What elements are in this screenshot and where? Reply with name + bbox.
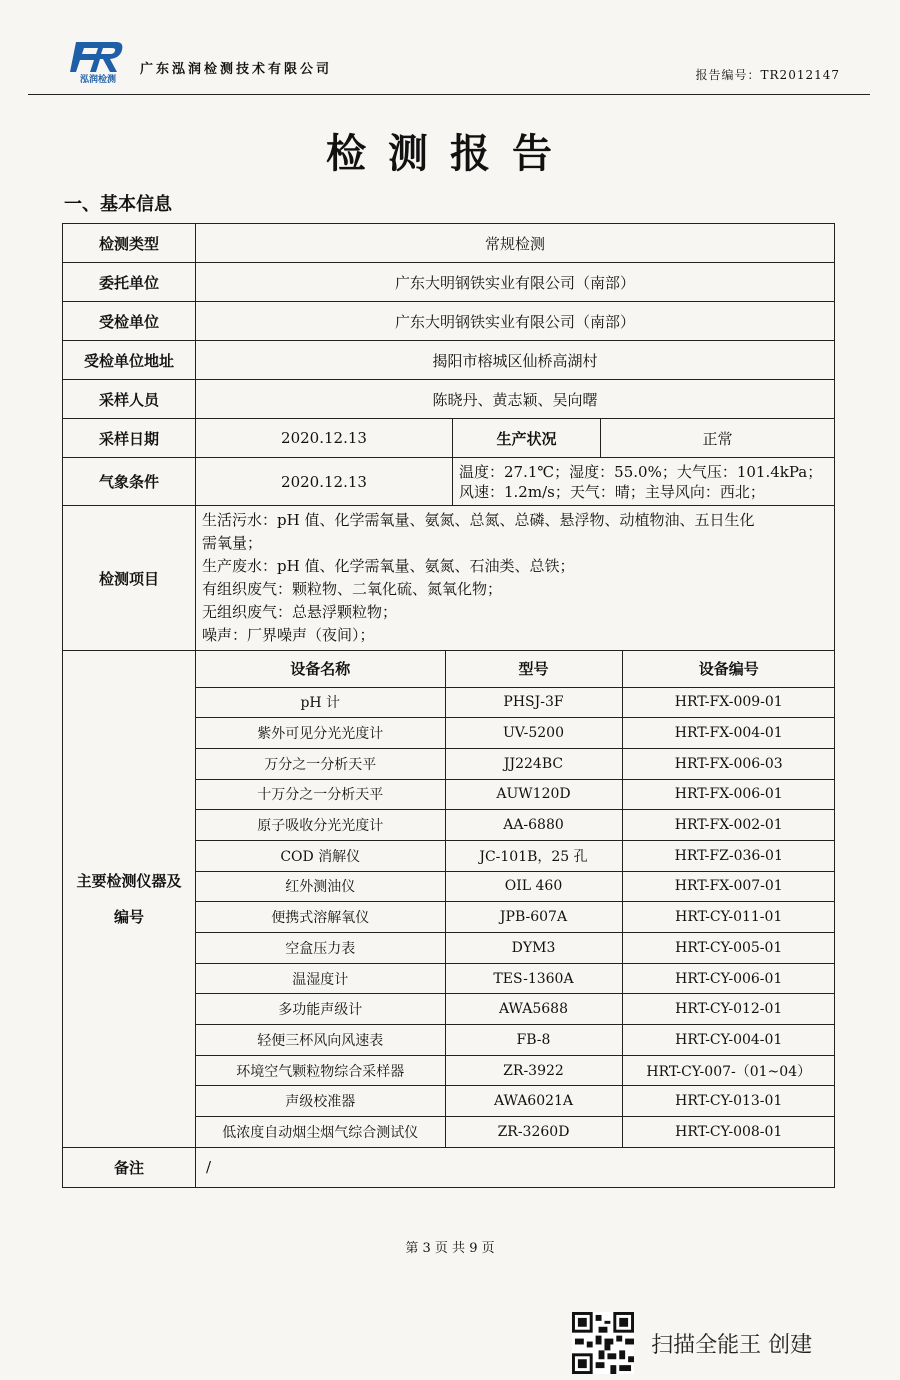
page-number: 第 3 页 共 9 页 <box>405 1241 495 1256</box>
device-number: HRT-FX-002-01 <box>622 810 835 841</box>
weather-line-1: 温度：27.1℃；湿度：55.0%；大气压：101.4kPa； <box>459 462 823 481</box>
row-weather <box>63 458 835 506</box>
row-instruments <box>63 651 835 1148</box>
address-value: 揭阳市榕城区仙桥高湖村 <box>196 341 835 380</box>
row-test-items <box>63 506 835 651</box>
sampling-date-value: 2020.12.13 <box>196 419 453 458</box>
scanner-watermark <box>572 1312 812 1374</box>
section-title: 一、基本信息 <box>64 194 172 215</box>
row-sampling-date <box>63 419 835 458</box>
test-item-line: 需氧量； <box>202 534 263 552</box>
weather-label: 气象条件 <box>63 458 196 506</box>
device-number: HRT-CY-011-01 <box>622 902 835 933</box>
device-model: JPB-607A <box>445 902 622 933</box>
row-address <box>63 341 835 380</box>
instruments-label <box>63 651 196 1148</box>
device-number: HRT-FX-006-01 <box>622 779 835 810</box>
device-name: 轻便三杯风向风速表 <box>196 1025 445 1056</box>
row-test-type <box>63 224 835 263</box>
instruments-header-row <box>196 651 835 687</box>
table-row <box>196 871 835 902</box>
test-item-line: 无组织废气：总悬浮颗粒物； <box>202 603 398 621</box>
qr-code-icon <box>572 1312 634 1374</box>
test-items-list <box>196 506 835 651</box>
device-name: 空盒压力表 <box>196 933 445 964</box>
device-model: AWA6021A <box>445 1086 622 1117</box>
weather-details <box>453 458 835 506</box>
device-number: HRT-CY-013-01 <box>622 1086 835 1117</box>
device-number: HRT-CY-012-01 <box>622 994 835 1025</box>
device-number: HRT-CY-008-01 <box>622 1117 835 1147</box>
client-value: 广东大明钢铁实业有限公司（南部） <box>196 263 835 302</box>
test-type-label: 检测类型 <box>63 224 196 263</box>
company-name: 广东泓润检测技术有限公司 <box>140 62 333 77</box>
device-number: HRT-FZ-036-01 <box>622 840 835 871</box>
device-number: HRT-FX-007-01 <box>622 871 835 902</box>
device-model: AWA5688 <box>445 994 622 1025</box>
instruments-label-line-2: 编号 <box>113 907 144 926</box>
device-model: FB-8 <box>445 1025 622 1056</box>
table-row <box>196 1117 835 1147</box>
test-item-line: 生活污水：pH 值、化学需氧量、氨氮、总氮、总磷、悬浮物、动植物油、五日生化 <box>202 511 755 529</box>
table-row <box>196 902 835 933</box>
device-model: JC-101B，25 孔 <box>445 840 622 871</box>
test-type-value: 常规检测 <box>196 224 835 263</box>
device-name: COD 消解仪 <box>196 840 445 871</box>
table-row <box>196 840 835 871</box>
table-row <box>196 687 835 718</box>
device-number: HRT-CY-007-（01~04） <box>622 1055 835 1086</box>
device-number: HRT-CY-004-01 <box>622 1025 835 1056</box>
row-remarks <box>63 1147 835 1187</box>
inspected-value: 广东大明钢铁实业有限公司（南部） <box>196 302 835 341</box>
instruments-cell <box>196 651 835 1148</box>
device-name: pH 计 <box>196 687 445 718</box>
test-item-line: 生产废水：pH 值、化学需氧量、氨氮、石油类、总铁； <box>202 557 575 575</box>
table-row <box>196 933 835 964</box>
device-name: 环境空气颗粒物综合采样器 <box>196 1055 445 1086</box>
table-row <box>196 994 835 1025</box>
report-header <box>70 38 840 88</box>
device-name: 万分之一分析天平 <box>196 748 445 779</box>
device-number: HRT-FX-004-01 <box>622 718 835 749</box>
table-row <box>196 1086 835 1117</box>
sampling-date-label: 采样日期 <box>63 419 196 458</box>
device-name: 红外测油仪 <box>196 871 445 902</box>
basic-info-table <box>62 223 835 1188</box>
test-item-line: 噪声：厂界噪声（夜间）； <box>202 626 375 644</box>
weather-date: 2020.12.13 <box>196 458 453 506</box>
test-items-label: 检测项目 <box>63 506 196 651</box>
production-status-label: 生产状况 <box>453 419 601 458</box>
device-model: JJ224BC <box>445 748 622 779</box>
table-row <box>196 748 835 779</box>
row-inspected <box>63 302 835 341</box>
client-label: 委托单位 <box>63 263 196 302</box>
row-samplers <box>63 380 835 419</box>
device-number: HRT-FX-006-03 <box>622 748 835 779</box>
device-model: PHSJ-3F <box>445 687 622 718</box>
test-item-line: 有组织废气：颗粒物、二氧化硫、氮氧化物； <box>202 580 503 598</box>
device-name: 温湿度计 <box>196 963 445 994</box>
header-model: 型号 <box>445 651 622 687</box>
table-row <box>196 1025 835 1056</box>
device-name: 原子吸收分光光度计 <box>196 810 445 841</box>
table-row <box>196 718 835 749</box>
logo-text: 泓润检测 <box>79 75 117 84</box>
header-divider <box>28 94 870 95</box>
device-number: HRT-CY-006-01 <box>622 963 835 994</box>
device-model: ZR-3260D <box>445 1117 622 1147</box>
device-name: 低浓度自动烟尘烟气综合测试仪 <box>196 1117 445 1147</box>
device-model: AUW120D <box>445 779 622 810</box>
device-model: AA-6880 <box>445 810 622 841</box>
samplers-label: 采样人员 <box>63 380 196 419</box>
device-name: 十万分之一分析天平 <box>196 779 445 810</box>
device-model: DYM3 <box>445 933 622 964</box>
remarks-label: 备注 <box>63 1147 196 1187</box>
device-name: 紫外可见分光光度计 <box>196 718 445 749</box>
weather-line-2: 风速：1.2m/s；天气：晴；主导风向：西北； <box>459 482 765 501</box>
address-label: 受检单位地址 <box>63 341 196 380</box>
company-logo <box>70 38 126 84</box>
device-name: 声级校准器 <box>196 1086 445 1117</box>
remarks-value: / <box>196 1147 835 1187</box>
scanner-text: 扫描全能王 创建 <box>651 1332 813 1358</box>
table-row <box>196 810 835 841</box>
device-model: UV-5200 <box>445 718 622 749</box>
device-name: 便携式溶解氧仪 <box>196 902 445 933</box>
device-model: OIL 460 <box>445 871 622 902</box>
samplers-value: 陈晓丹、黄志颖、吴向曙 <box>196 380 835 419</box>
device-number: HRT-FX-009-01 <box>622 687 835 718</box>
page-title: 检测报告 <box>326 131 574 177</box>
table-row <box>196 1055 835 1086</box>
instruments-label-line-1: 主要检测仪器及 <box>76 871 182 890</box>
table-row <box>196 963 835 994</box>
instruments-table <box>196 651 835 1147</box>
inspected-label: 受检单位 <box>63 302 196 341</box>
report-number: 报告编号：TR2012147 <box>695 68 840 82</box>
table-row <box>196 779 835 810</box>
header-device-number: 设备编号 <box>622 651 835 687</box>
device-model: ZR-3922 <box>445 1055 622 1086</box>
header-device-name: 设备名称 <box>196 651 445 687</box>
production-status-value: 正常 <box>601 419 835 458</box>
row-client <box>63 263 835 302</box>
device-model: TES-1360A <box>445 963 622 994</box>
device-number: HRT-CY-005-01 <box>622 933 835 964</box>
device-name: 多功能声级计 <box>196 994 445 1025</box>
